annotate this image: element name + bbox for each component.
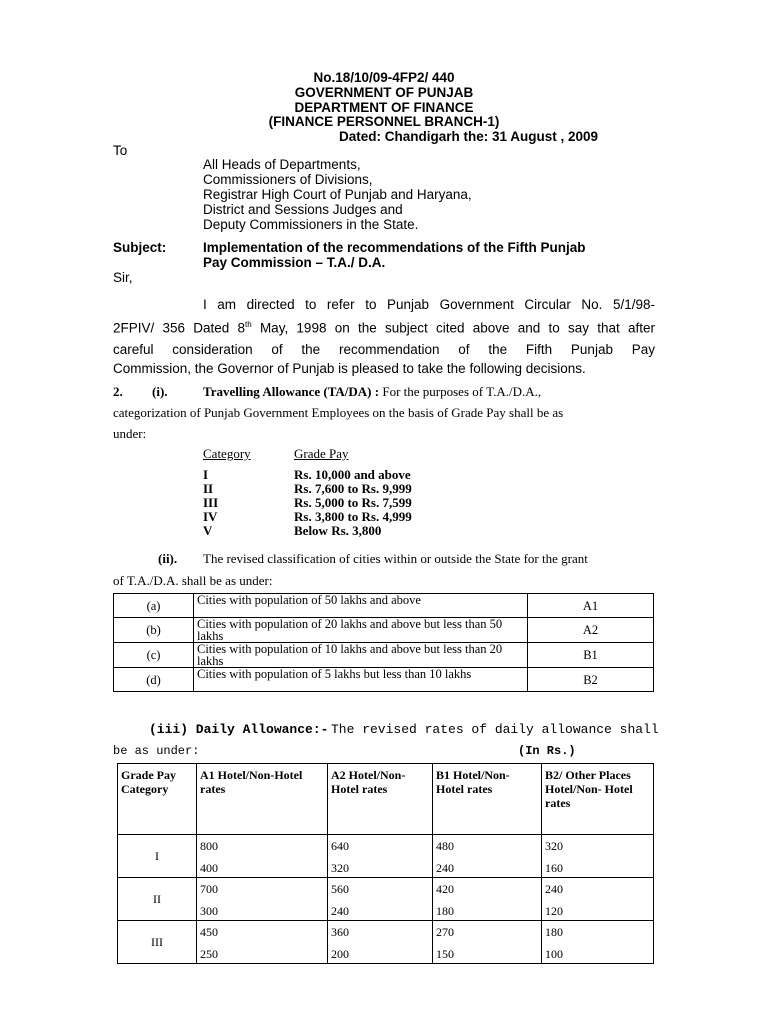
grade-pay-category: II bbox=[118, 878, 197, 921]
table-row bbox=[114, 643, 654, 668]
intro-line-part: May, 1998 on the subject cited above and to say that after bbox=[251, 320, 655, 336]
table-row bbox=[114, 668, 654, 692]
hotel-rate: 480 bbox=[436, 839, 454, 853]
grade-pay-category: III bbox=[118, 921, 197, 964]
intro-line bbox=[113, 320, 655, 336]
rate-cell bbox=[433, 835, 542, 878]
non-hotel-rate: 120 bbox=[545, 904, 563, 918]
non-hotel-rate: 300 bbox=[200, 904, 218, 918]
section-text: of T.A./D.A. shall be as under: bbox=[113, 573, 273, 588]
city-class: A2 bbox=[528, 618, 654, 643]
section-subnumber: (ii). bbox=[158, 551, 178, 566]
intro-line: careful consideration of the recommendation of the Fifth Punjab Pay bbox=[113, 342, 655, 357]
city-class: B1 bbox=[528, 643, 654, 668]
table-row bbox=[118, 878, 654, 921]
city-class: A1 bbox=[528, 594, 654, 618]
ordinal-suffix: th bbox=[245, 320, 252, 329]
hotel-rate: 420 bbox=[436, 882, 454, 896]
hotel-rate: 180 bbox=[545, 925, 563, 939]
table-header-row bbox=[118, 764, 654, 835]
daily-allowance-table bbox=[117, 763, 654, 964]
hotel-rate: 800 bbox=[200, 839, 218, 853]
grade-pay-range: Rs. 3,800 to Rs. 4,999 bbox=[294, 509, 412, 524]
government-heading: GOVERNMENT OF PUNJAB bbox=[294, 85, 474, 100]
grade-pay-range: Below Rs. 3,800 bbox=[294, 523, 382, 538]
intro-line: Commission, the Governor of Punjab is pleased to take the following decisions. bbox=[113, 361, 586, 376]
grade-pay-range: Rs. 7,600 to Rs. 9,999 bbox=[294, 481, 412, 496]
non-hotel-rate: 320 bbox=[331, 861, 349, 875]
unit-label: (In Rs.) bbox=[518, 744, 576, 758]
recipient: All Heads of Departments, bbox=[203, 157, 361, 172]
city-class: B2 bbox=[528, 668, 654, 692]
category-label: IV bbox=[203, 509, 218, 524]
section-text: categorization of Punjab Government Employees on the basis of Grade Pay shall be as bbox=[113, 405, 564, 420]
city-description: Cities with population of 20 lakhs and above but less than 50 lakhs bbox=[194, 618, 528, 643]
daily-allowance-label: (iii) Daily Allowance:- bbox=[149, 722, 329, 737]
department-heading: DEPARTMENT OF FINANCE bbox=[294, 100, 474, 115]
table-header-cell: A2 Hotel/Non- Hotel rates bbox=[328, 764, 433, 835]
hotel-rate: 270 bbox=[436, 925, 454, 939]
section-text: under: bbox=[113, 426, 147, 441]
city-index: (c) bbox=[114, 643, 194, 668]
non-hotel-rate: 240 bbox=[436, 861, 454, 875]
city-index: (d) bbox=[114, 668, 194, 692]
rate-cell bbox=[542, 878, 654, 921]
rate-cell bbox=[542, 921, 654, 964]
city-classification-table bbox=[113, 593, 654, 692]
to-label: To bbox=[113, 143, 128, 158]
recipient: Commissioners of Divisions, bbox=[203, 172, 373, 187]
subject-text bbox=[203, 240, 586, 270]
table-header-cell: Grade Pay Category bbox=[118, 764, 197, 835]
salutation: Sir, bbox=[113, 270, 133, 285]
subject-label: Subject: bbox=[113, 240, 167, 255]
category-label: V bbox=[203, 523, 213, 538]
grade-pay-range: Rs. 5,000 to Rs. 7,599 bbox=[294, 495, 412, 510]
recipient: Deputy Commissioners in the State. bbox=[203, 217, 419, 232]
section-text: For the purposes of T.A./D.A., bbox=[379, 384, 542, 399]
city-description: Cities with population of 5 lakhs but less than 10 lakhs bbox=[194, 668, 528, 692]
rate-cell bbox=[197, 835, 328, 878]
table-row bbox=[118, 835, 654, 878]
subject-line: Pay Commission – T.A./ D.A. bbox=[203, 255, 386, 270]
rate-cell bbox=[328, 878, 433, 921]
section-text: The revised rates of daily allowance shall bbox=[331, 722, 659, 737]
non-hotel-rate: 400 bbox=[200, 861, 218, 875]
section-subnumber: (i). bbox=[152, 384, 168, 399]
subject-line: Implementation of the recommendations of the Fifth Punjab bbox=[203, 240, 586, 255]
rate-cell bbox=[542, 835, 654, 878]
grade-pay-range: Rs. 10,000 and above bbox=[294, 467, 411, 482]
table-header-cell: B2/ Other Places Hotel/Non- Hotel rates bbox=[542, 764, 654, 835]
grade-pay-column-header: Grade Pay bbox=[294, 446, 349, 461]
rate-cell bbox=[197, 878, 328, 921]
grade-pay-category: I bbox=[118, 835, 197, 878]
city-index: (b) bbox=[114, 618, 194, 643]
table-header-cell: B1 Hotel/Non- Hotel rates bbox=[433, 764, 542, 835]
rate-cell bbox=[328, 835, 433, 878]
non-hotel-rate: 180 bbox=[436, 904, 454, 918]
category-label: III bbox=[203, 495, 219, 510]
table-row bbox=[114, 594, 654, 618]
city-description: Cities with population of 50 lakhs and above bbox=[194, 594, 528, 618]
table-row bbox=[114, 618, 654, 643]
recipients-list bbox=[203, 157, 472, 232]
hotel-rate: 640 bbox=[331, 839, 349, 853]
table-header-cell: A1 Hotel/Non-Hotel rates bbox=[197, 764, 328, 835]
rate-cell bbox=[433, 878, 542, 921]
section-title: Travelling Allowance (TA/DA) : bbox=[203, 384, 380, 399]
category-label: II bbox=[203, 481, 214, 496]
hotel-rate: 240 bbox=[545, 882, 563, 896]
branch-heading: (FINANCE PERSONNEL BRANCH-1) bbox=[268, 114, 500, 129]
section-2-intro bbox=[203, 384, 541, 400]
recipient: District and Sessions Judges and bbox=[203, 202, 403, 217]
city-description: Cities with population of 10 lakhs and above but less than 20 lakhs bbox=[194, 643, 528, 668]
non-hotel-rate: 100 bbox=[545, 947, 563, 961]
hotel-rate: 700 bbox=[200, 882, 218, 896]
rate-cell bbox=[197, 921, 328, 964]
non-hotel-rate: 160 bbox=[545, 861, 563, 875]
non-hotel-rate: 250 bbox=[200, 947, 218, 961]
hotel-rate: 560 bbox=[331, 882, 349, 896]
city-index: (a) bbox=[114, 594, 194, 618]
dated-line: Dated: Chandigarh the: 31 August , 2009 bbox=[339, 129, 599, 144]
rate-cell bbox=[433, 921, 542, 964]
reference-number: No.18/10/09-4FP2/ 440 bbox=[313, 70, 455, 85]
rate-cell bbox=[328, 921, 433, 964]
section-text: The revised classification of cities within or outside the State for the grant bbox=[203, 551, 588, 566]
non-hotel-rate: 200 bbox=[331, 947, 349, 961]
category-label: I bbox=[203, 467, 209, 482]
intro-line-part: 2FPIV/ 356 Dated 8 bbox=[113, 320, 246, 336]
non-hotel-rate: 240 bbox=[331, 904, 349, 918]
section-number: 2. bbox=[113, 384, 123, 399]
hotel-rate: 320 bbox=[545, 839, 563, 853]
non-hotel-rate: 150 bbox=[436, 947, 454, 961]
intro-line: I am directed to refer to Punjab Government Circular No. 5/1/98- bbox=[203, 297, 655, 312]
category-column-header: Category bbox=[203, 446, 251, 461]
hotel-rate: 360 bbox=[331, 925, 349, 939]
recipient: Registrar High Court of Punjab and Haryana, bbox=[203, 187, 472, 202]
section-text: be as under: bbox=[113, 744, 200, 758]
table-row bbox=[118, 921, 654, 964]
hotel-rate: 450 bbox=[200, 925, 218, 939]
